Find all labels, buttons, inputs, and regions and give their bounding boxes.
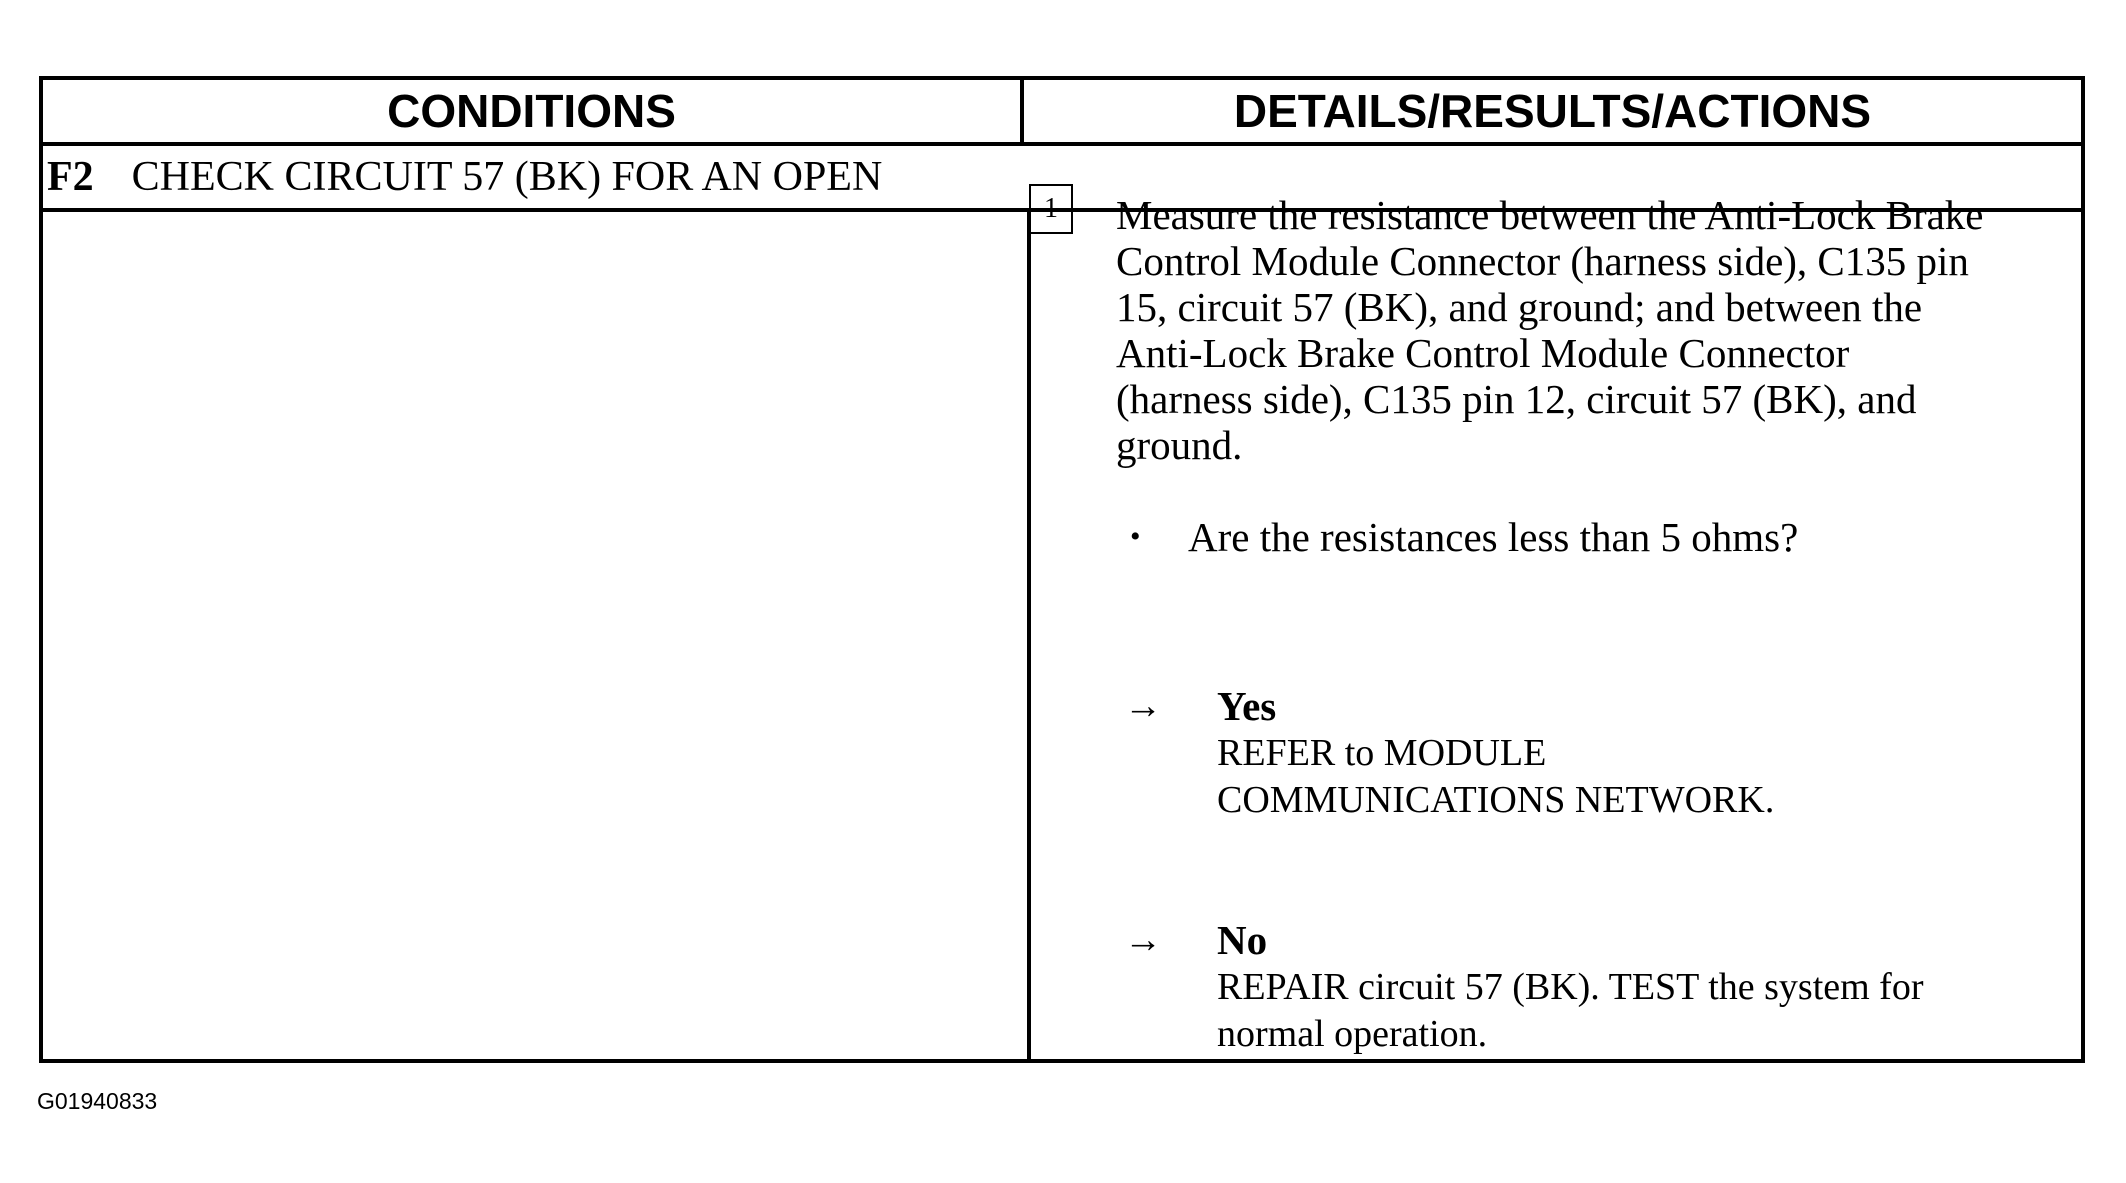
column-header-details: DETAILS/RESULTS/ACTIONS xyxy=(1233,85,1872,137)
yes-arrow-icon: → xyxy=(1124,685,1162,727)
step-question: Are the resistances less than 5 ohms? xyxy=(1188,514,1799,560)
no-arrow-icon: → xyxy=(1124,919,1162,961)
section-title xyxy=(47,146,882,208)
section-title-text: CHECK CIRCUIT 57 (BK) FOR AN OPEN xyxy=(131,154,883,200)
yes-label: Yes xyxy=(1217,683,1277,729)
body-column-divider xyxy=(1027,208,1031,1063)
step-instruction: Measure the resistance between the Anti-Lock Brake Control Module Connector (harness side), C135 pin 15, circuit 57 (BK), and ground; and between the Anti-Lock Brake Control Module Connector (harness side), C135 pin 12, circuit 57 (BK), and ground. xyxy=(1116,192,1984,468)
figure-id: G01940833 xyxy=(37,1088,158,1114)
no-label: No xyxy=(1217,917,1268,963)
section-code: F2 xyxy=(47,154,94,200)
step-number-box: 1 xyxy=(1029,184,1073,234)
header-column-divider xyxy=(1020,80,1024,142)
column-header-conditions: CONDITIONS xyxy=(387,85,676,137)
no-action: REPAIR circuit 57 (BK). TEST the system for normal operation. xyxy=(1217,966,1924,1055)
bullet-icon: • xyxy=(1130,520,1141,553)
yes-action: REFER to MODULE COMMUNICATIONS NETWORK. xyxy=(1217,732,1775,821)
